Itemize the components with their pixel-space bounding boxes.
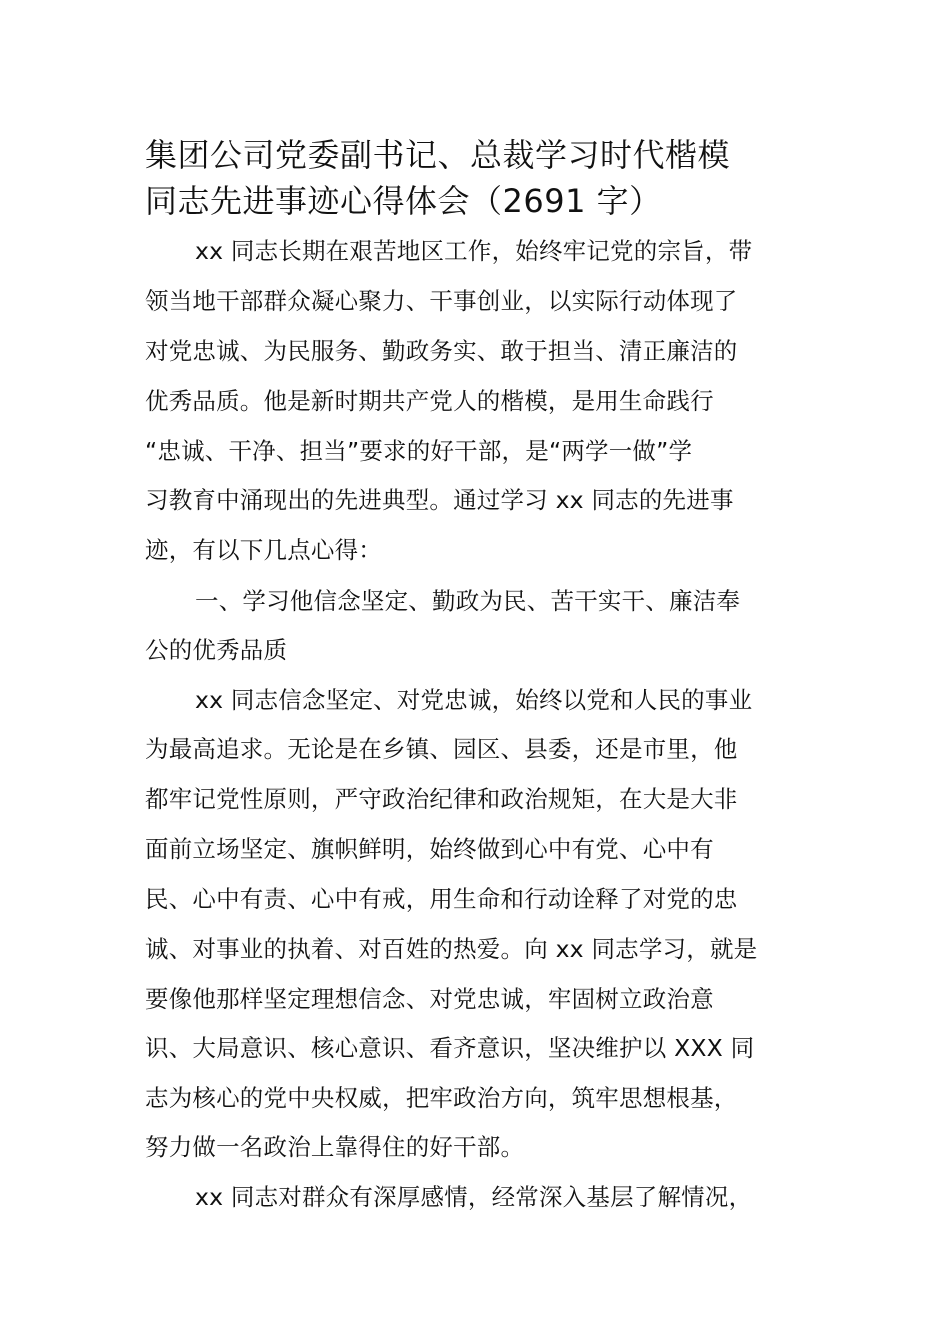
paragraph-line: 对党忠诚、为民服务、勤政务实、敢于担当、清正廉洁的 xyxy=(145,337,738,365)
paragraph-line: 习教育中涌现出的先进典型。通过学习 xx 同志的先进事 xyxy=(145,486,734,514)
paragraph-line: 诚、对事业的执着、对百姓的热爱。向 xx 同志学习，就是 xyxy=(145,935,758,963)
document-title xyxy=(145,132,825,224)
paragraph-line: 为最高追求。无论是在乡镇、园区、县委，还是市里，他 xyxy=(145,735,738,763)
paragraph-line: 优秀品质。他是新时期共产党人的楷模，是用生命践行 xyxy=(145,387,714,415)
title-line: 同志先进事迹心得体会（2691 字） xyxy=(145,182,662,220)
section-heading-line: 一、学习他信念坚定、勤政为民、苦干实干、廉洁奉 xyxy=(195,587,741,615)
paragraph-line: 努力做一名政治上靠得住的好干部。 xyxy=(145,1133,525,1161)
paragraph-line: 都牢记党性原则，严守政治纪律和政治规矩，在大是大非 xyxy=(145,785,738,813)
paragraph-line: 识、大局意识、核心意识、看齐意识，坚决维护以 XXX 同 xyxy=(145,1034,755,1062)
paragraph-line: “忠诚、干净、担当”要求的好干部，是“两学一做”学 xyxy=(145,437,693,465)
section-heading-line: 公的优秀品质 xyxy=(145,636,288,664)
paragraph-line: 民、心中有责、心中有戒，用生命和行动诠释了对党的忠 xyxy=(145,885,738,913)
paragraph-line: xx 同志长期在艰苦地区工作，始终牢记党的宗旨，带 xyxy=(195,237,753,265)
paragraph-line: 面前立场坚定、旗帜鲜明，始终做到心中有党、心中有 xyxy=(145,835,714,863)
paragraph-line: 领当地干部群众凝心聚力、干事创业，以实际行动体现了 xyxy=(145,287,738,315)
paragraph-line: 志为核心的党中央权威，把牢政治方向，筑牢思想根基， xyxy=(145,1084,738,1112)
paragraph-line: 迹，有以下几点心得： xyxy=(145,536,382,564)
paragraph-line: xx 同志对群众有深厚感情，经常深入基层了解情况， xyxy=(195,1183,753,1211)
paragraph-line: xx 同志信念坚定、对党忠诚，始终以党和人民的事业 xyxy=(195,686,753,714)
title-line: 集团公司党委副书记、总裁学习时代楷模 xyxy=(145,136,731,174)
paragraph-line: 要像他那样坚定理想信念、对党忠诚，牢固树立政治意 xyxy=(145,985,714,1013)
